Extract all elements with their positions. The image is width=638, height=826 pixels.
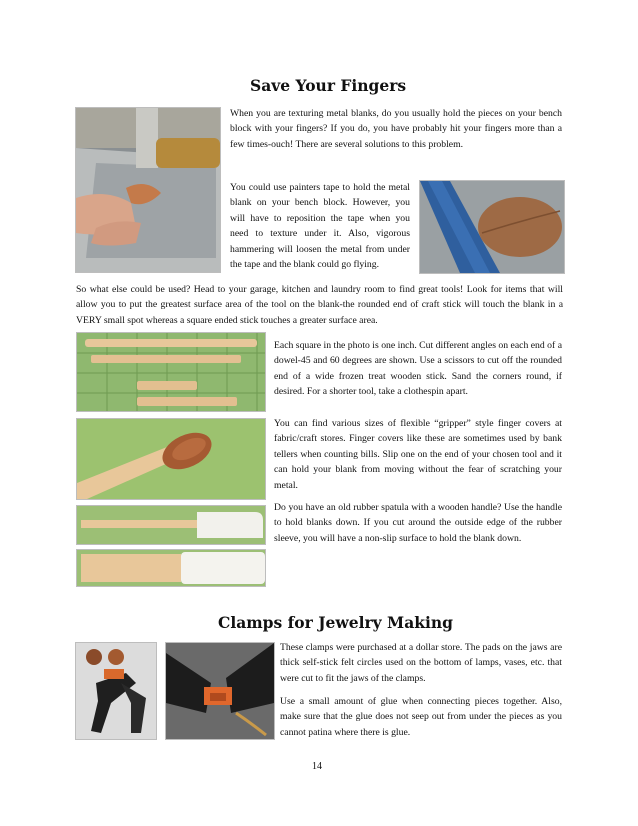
paragraph-clamps: These clamps were purchased at a dollar store. The pads on the jaws are thick self-stick felt circles used on the bottom of lamps, vases, etc. that were cut to fit the jaws of the clamps.: [280, 642, 562, 684]
section-title-save-fingers: Save Your Fingers: [250, 76, 407, 95]
photo-clamp-felt: [75, 642, 157, 740]
page-number: 14: [312, 761, 322, 772]
paragraph-finger-covers: You can find various sizes of flexible “gripper” style finger covers at fabric/craft stores. Finger covers like these are sometimes used by bank tellers when counting bills. Slip one on the end of your chosen tool and it can hold your blank from moving without the fear of scratching your metal.: [274, 418, 562, 491]
paragraph-what-else: So what else could be used? Head to your garage, kitchen and laundry room to find great tools! Look for items that will allow you to put the greatest surface area of the tool on the blank-the rounded end of craft stick will touch the blank in a VERY small spot whereas a square ended stick touches a greater surface area.: [76, 284, 563, 326]
photo-spatula-handle: [76, 549, 266, 587]
photo-sticks-mat: [76, 332, 266, 412]
photo-hammering-blank: [75, 107, 221, 273]
photo-clamp-jaws: [165, 642, 275, 740]
paragraph-intro: When you are texturing metal blanks, do you usually hold the pieces on your bench block with your fingers? If you do, you have probably hit your fingers more than a few times-ouch! There are several solutions to this problem.: [230, 108, 562, 150]
paragraph-dowel: Each square in the photo is one inch. Cut different angles on each end of a dowel-45 and 60 degrees are shown. Use a scissors to cut off the rounded end of a wide frozen treat wooden stick. Sand the corners round, if desired. For a shorter tool, take a clothespin apart.: [274, 340, 562, 398]
photo-spatula-sleeve: [76, 505, 266, 545]
paragraph-spatula: Do you have an old rubber spatula with a wooden handle? Use the handle to hold blanks down. If you cut around the outside edge of the rubber sleeve, you will have a non-slip surface to hold the blank down.: [274, 502, 562, 544]
paragraph-glue: Use a small amount of glue when connecting pieces together. Also, make sure that the glue does not seep out from under the pieces as you cannot patina where there is glue.: [280, 696, 562, 738]
paragraph-painters-tape: You could use painters tape to hold the metal blank on your bench block. However, you will have to reposition the tape when you need to texture under it. Also, vigorous hammering will loosen the metal from under the tape and the blank could go flying.: [230, 182, 410, 271]
photo-finger-cover: [76, 418, 266, 500]
section-title-clamps: Clamps for Jewelry Making: [218, 613, 453, 632]
photo-tape-leaf: [419, 180, 565, 274]
